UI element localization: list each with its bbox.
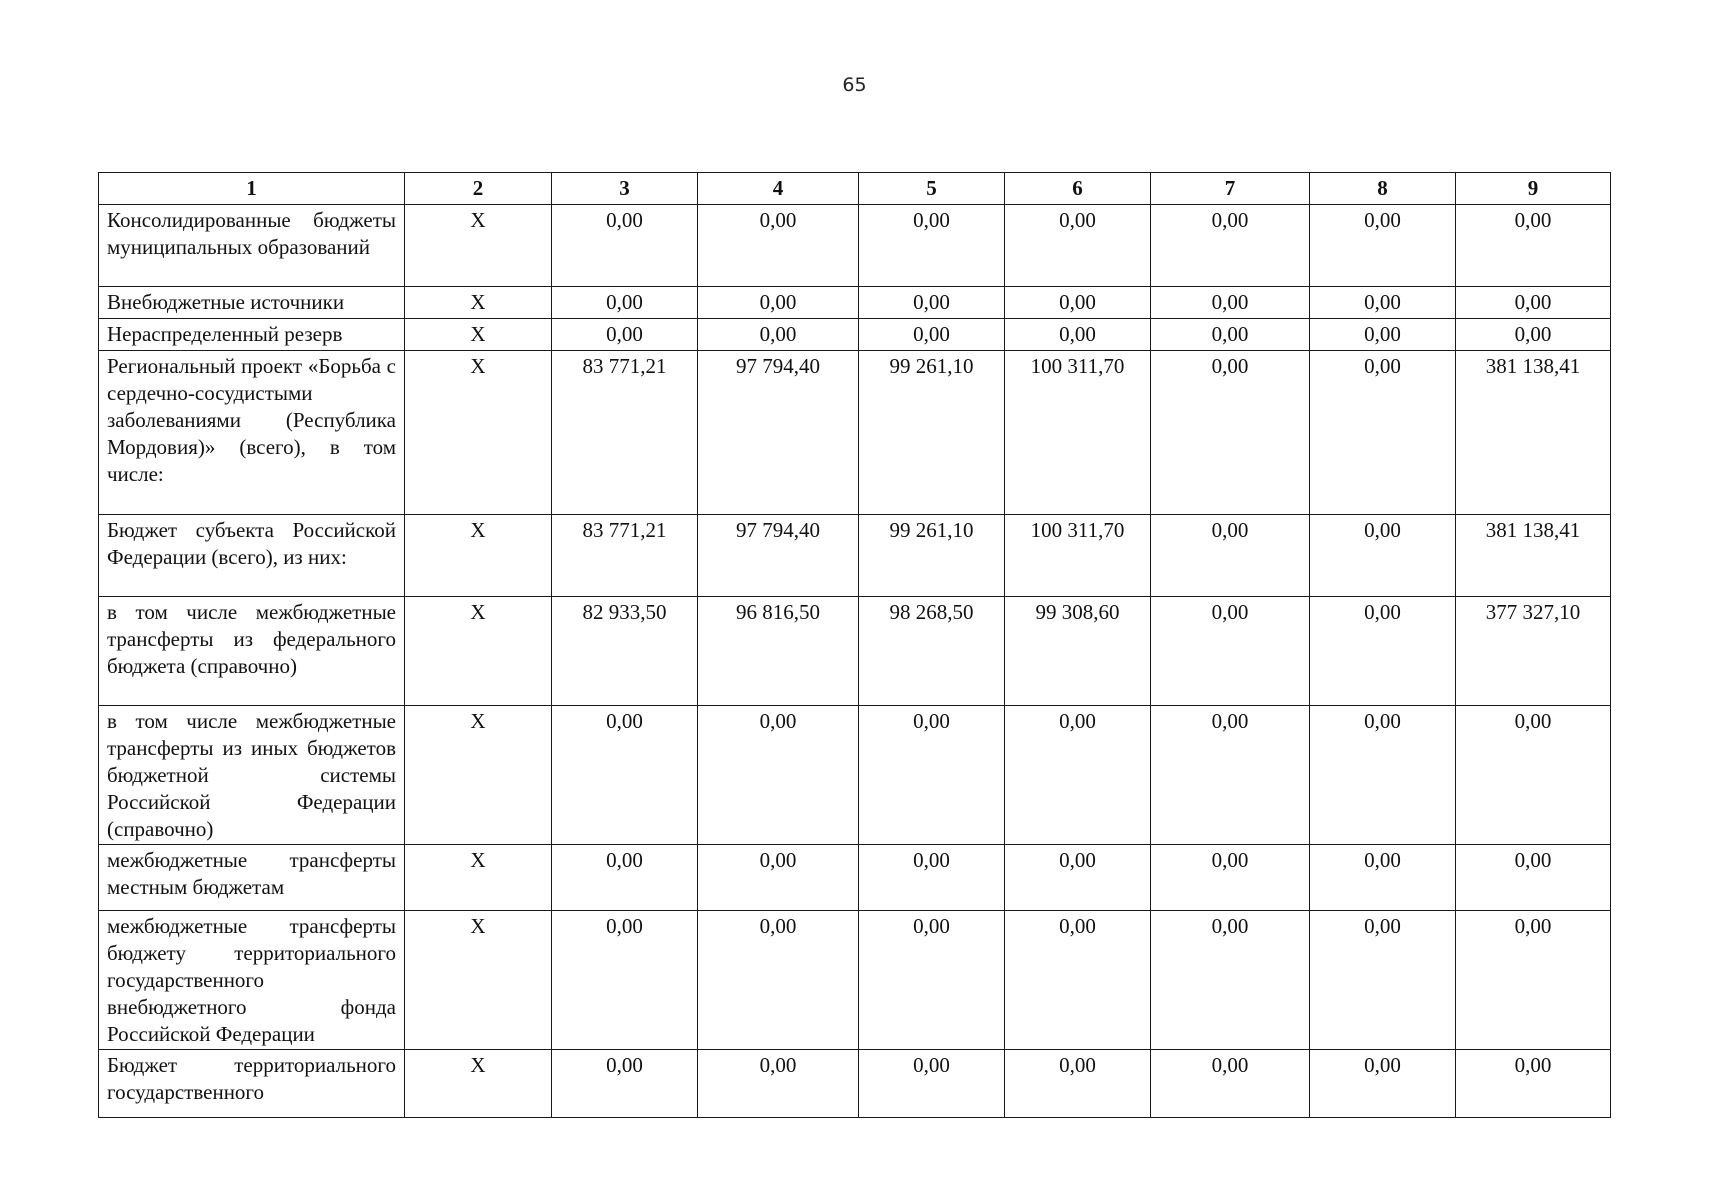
cell-value: 0,00 — [552, 1050, 698, 1118]
cell-value: 0,00 — [1151, 515, 1310, 597]
cell-value: 0,00 — [859, 287, 1005, 319]
row-label: Внебюджетные источники — [99, 287, 405, 319]
cell-value: 0,00 — [1310, 351, 1456, 515]
table-row — [99, 706, 1611, 845]
cell-value: 0,00 — [1151, 205, 1310, 287]
cell-value: X — [405, 911, 552, 1050]
cell-value: 0,00 — [1005, 205, 1151, 287]
cell-value: 0,00 — [1005, 287, 1151, 319]
cell-value: 0,00 — [859, 205, 1005, 287]
header-col-8: 8 — [1310, 173, 1456, 205]
cell-value: X — [405, 597, 552, 706]
cell-value: 0,00 — [1456, 845, 1611, 911]
cell-value: 97 794,40 — [698, 351, 859, 515]
cell-value: 98 268,50 — [859, 597, 1005, 706]
cell-value: 99 308,60 — [1005, 597, 1151, 706]
row-label: Бюджет территориального государственного — [99, 1050, 405, 1118]
cell-value: 0,00 — [1151, 845, 1310, 911]
cell-value: 0,00 — [1151, 287, 1310, 319]
cell-value: 0,00 — [859, 911, 1005, 1050]
cell-value: 0,00 — [1151, 597, 1310, 706]
header-col-3: 3 — [552, 173, 698, 205]
cell-value: 96 816,50 — [698, 597, 859, 706]
cell-value: 0,00 — [1005, 706, 1151, 845]
cell-value: 0,00 — [1151, 351, 1310, 515]
table-row — [99, 205, 1611, 287]
cell-value: X — [405, 319, 552, 351]
page-number: 65 — [842, 74, 867, 96]
cell-value: X — [405, 1050, 552, 1118]
table-row — [99, 515, 1611, 597]
header-col-5: 5 — [859, 173, 1005, 205]
cell-value: 0,00 — [1310, 845, 1456, 911]
cell-value: 0,00 — [1151, 1050, 1310, 1118]
cell-value: 0,00 — [859, 706, 1005, 845]
cell-value: 0,00 — [552, 911, 698, 1050]
cell-value: 0,00 — [1310, 515, 1456, 597]
header-col-6: 6 — [1005, 173, 1151, 205]
budget-table — [98, 172, 1611, 1118]
cell-value: 0,00 — [859, 1050, 1005, 1118]
cell-value: 0,00 — [1456, 319, 1611, 351]
cell-value: 0,00 — [552, 287, 698, 319]
cell-value: 97 794,40 — [698, 515, 859, 597]
cell-value: 0,00 — [1005, 911, 1151, 1050]
cell-value: 0,00 — [1310, 205, 1456, 287]
header-col-1: 1 — [99, 173, 405, 205]
cell-value: 0,00 — [1310, 319, 1456, 351]
cell-value: 0,00 — [1310, 911, 1456, 1050]
cell-value: 0,00 — [1005, 1050, 1151, 1118]
cell-value: X — [405, 845, 552, 911]
cell-value: X — [405, 351, 552, 515]
cell-value: X — [405, 515, 552, 597]
table-row — [99, 287, 1611, 319]
cell-value: 0,00 — [1310, 287, 1456, 319]
table-header-row — [99, 173, 1611, 205]
header-col-9: 9 — [1456, 173, 1611, 205]
cell-value: 0,00 — [1456, 911, 1611, 1050]
cell-value: 0,00 — [1456, 287, 1611, 319]
row-label: межбюджетные трансферты бюджету территориального государственного внебюджетного фонда Российской Федерации — [99, 911, 405, 1050]
row-label: в том числе межбюджетные трансферты из федерального бюджета (справочно) — [99, 597, 405, 706]
cell-value: 0,00 — [1310, 1050, 1456, 1118]
row-label: Консолидированные бюджеты муниципальных образований — [99, 205, 405, 287]
cell-value: 0,00 — [1310, 706, 1456, 845]
table-row — [99, 597, 1611, 706]
table-row — [99, 845, 1611, 911]
cell-value: 0,00 — [698, 706, 859, 845]
cell-value: X — [405, 287, 552, 319]
cell-value: 100 311,70 — [1005, 351, 1151, 515]
cell-value: 381 138,41 — [1456, 515, 1611, 597]
cell-value: X — [405, 706, 552, 845]
cell-value: 0,00 — [1151, 911, 1310, 1050]
table-row — [99, 911, 1611, 1050]
cell-value: 0,00 — [1310, 597, 1456, 706]
table-row — [99, 319, 1611, 351]
row-label: межбюджетные трансферты местным бюджетам — [99, 845, 405, 911]
row-label: Региональный проект «Борьба с сердечно-сосудистыми заболеваниями (Республика Мордовия)» (всего), в том числе: — [99, 351, 405, 515]
cell-value: 0,00 — [698, 205, 859, 287]
row-label: Нераспределенный резерв — [99, 319, 405, 351]
cell-value: 0,00 — [552, 706, 698, 845]
header-col-7: 7 — [1151, 173, 1310, 205]
cell-value: 99 261,10 — [859, 515, 1005, 597]
table-row — [99, 351, 1611, 515]
cell-value: 0,00 — [698, 1050, 859, 1118]
cell-value: 0,00 — [698, 287, 859, 319]
cell-value: 82 933,50 — [552, 597, 698, 706]
cell-value: 377 327,10 — [1456, 597, 1611, 706]
cell-value: 0,00 — [859, 319, 1005, 351]
cell-value: 0,00 — [1005, 845, 1151, 911]
cell-value: 0,00 — [1456, 205, 1611, 287]
cell-value: 0,00 — [552, 845, 698, 911]
cell-value: 0,00 — [698, 911, 859, 1050]
cell-value: 0,00 — [698, 845, 859, 911]
cell-value: 0,00 — [1456, 706, 1611, 845]
cell-value: 0,00 — [552, 205, 698, 287]
header-col-4: 4 — [698, 173, 859, 205]
cell-value: 99 261,10 — [859, 351, 1005, 515]
cell-value: 83 771,21 — [552, 515, 698, 597]
cell-value: 0,00 — [1005, 319, 1151, 351]
table-row — [99, 1050, 1611, 1118]
cell-value: 0,00 — [1151, 319, 1310, 351]
cell-value: 100 311,70 — [1005, 515, 1151, 597]
cell-value: 0,00 — [1456, 1050, 1611, 1118]
cell-value: 0,00 — [698, 319, 859, 351]
cell-value: 381 138,41 — [1456, 351, 1611, 515]
cell-value: 0,00 — [859, 845, 1005, 911]
header-col-2: 2 — [405, 173, 552, 205]
row-label: в том числе межбюджетные трансферты из иных бюджетов бюджетной системы Российской Федерации (справочно) — [99, 706, 405, 845]
cell-value: 83 771,21 — [552, 351, 698, 515]
cell-value: X — [405, 205, 552, 287]
cell-value: 0,00 — [552, 319, 698, 351]
row-label: Бюджет субъекта Российской Федерации (всего), из них: — [99, 515, 405, 597]
cell-value: 0,00 — [1151, 706, 1310, 845]
